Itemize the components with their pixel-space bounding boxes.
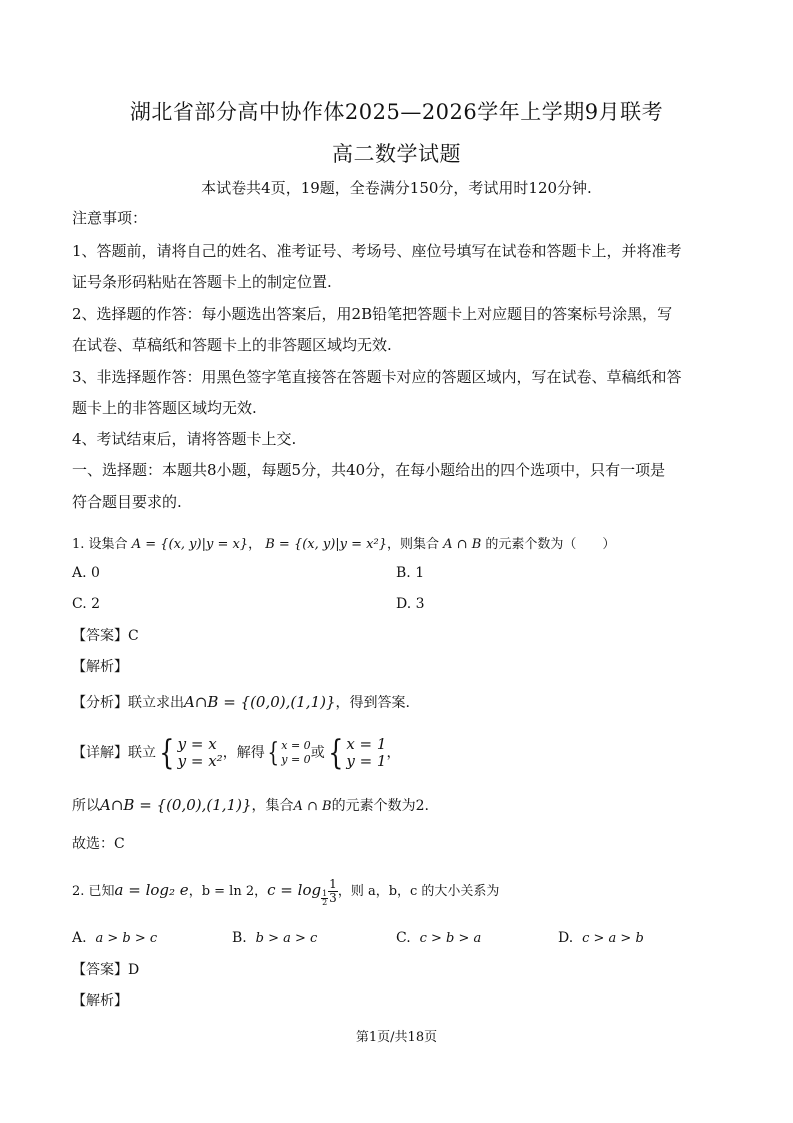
notice-item-1-line-2: 证号条形码粘贴在答题卡上的制定位置. <box>72 273 332 291</box>
q1-solution-1 <box>281 739 310 767</box>
q1-solution-1-top: x = 0 <box>281 739 311 752</box>
q2-option-a-label: A. <box>72 930 87 946</box>
q2-suffix: ，则 a，b，c 的大小关系为 <box>337 884 500 899</box>
q1-xiangjie-prefix: 【详解】联立 <box>72 745 156 761</box>
q1-system-bottom: y = x² <box>177 752 223 770</box>
q2-option-c-label: C. <box>396 930 411 946</box>
q2-prefix: 2. 已知 <box>72 884 115 899</box>
q2-sep-1: ， <box>188 884 202 899</box>
q2-option-d-label: D. <box>558 930 574 946</box>
q2-option-c <box>396 930 481 946</box>
question-1-stem <box>72 535 722 555</box>
q1-fenxi <box>72 692 722 713</box>
section-heading-line-1: 一、选择题：本题共8小题，每题5分，共40分，在每小题给出的四个选项中，只有一项是 <box>72 461 666 479</box>
q1-xiangjie-mid: ，解得 <box>222 745 265 761</box>
page-footer: 第1页/共18页 <box>355 1030 438 1045</box>
q1-system <box>178 736 223 770</box>
q1-or: 或 <box>310 745 325 761</box>
q1-set-b: B = {(x, y)|y = x²} <box>265 537 387 552</box>
q1-option-c: C. 2 <box>72 596 101 612</box>
notice-item-2-line-1: 2、选择题的作答：每小题选出答案后，用2B铅笔把答题卡上对应题目的答案标号涂黑，写 <box>72 305 673 323</box>
q1-answer: 【答案】C <box>72 628 139 644</box>
notice-heading: 注意事项： <box>72 209 148 227</box>
notice-item-4: 4、考试结束后，请将答题卡上交. <box>72 430 297 448</box>
q2-c-expression: c = log <box>267 881 322 899</box>
notice-item-3-line-2: 题卡上的非答题区域均无效. <box>72 399 257 417</box>
q2-option-b <box>232 930 317 946</box>
q2-b-expression: b = ln 2 <box>201 884 255 899</box>
q1-prefix: 1. 设集合 <box>72 537 128 552</box>
q1-analysis-label: 【解析】 <box>72 659 128 675</box>
q2-a-expression: a = log₂ e <box>114 881 189 899</box>
section-heading-line-2: 符合题目要求的. <box>72 493 182 511</box>
q2-c-arg-denominator: 3 <box>329 891 337 905</box>
q1-xiangjie-end: ， <box>386 745 401 761</box>
left-brace-icon: { <box>267 738 279 768</box>
q2-c-base-denominator: 2 <box>322 898 328 907</box>
left-brace-icon: { <box>327 733 344 773</box>
notice-item-2-line-2: 在试卷、草稿纸和答题卡上的非答题区域均无效. <box>72 336 392 354</box>
q1-comma: ， <box>248 537 262 552</box>
q2-option-c-value: c > b > a <box>419 931 482 946</box>
q1-fenxi-math: A∩B = {(0,0),(1,1)} <box>184 693 336 711</box>
q2-answer: 【答案】D <box>72 962 140 978</box>
q1-option-d: D. 3 <box>396 596 425 612</box>
q1-conclusion-mid: ，集合 <box>251 798 294 814</box>
q1-solution-2-top: x = 1 <box>346 735 387 753</box>
q2-analysis-label: 【解析】 <box>72 993 128 1009</box>
q1-solution-2 <box>346 736 386 770</box>
exam-subtitle: 高二数学试题 <box>332 142 461 166</box>
q1-conclusion <box>72 795 722 817</box>
q1-solution-2-bottom: y = 1 <box>346 752 387 770</box>
exam-info: 本试卷共4页，19题，全卷满分150分，考试用时120分钟. <box>201 179 592 197</box>
q2-c-arg-numerator: 1 <box>329 877 337 891</box>
q1-conclusion-math: A∩B = {(0,0),(1,1)} <box>100 796 252 814</box>
q1-intersection: A ∩ B <box>443 537 482 552</box>
q2-option-d <box>558 930 644 946</box>
q1-option-b: B. 1 <box>396 565 425 581</box>
q1-system-top: y = x <box>177 735 217 753</box>
q2-option-d-value: c > a > b <box>582 931 644 946</box>
q1-conclusion-suffix: 的元素个数为2. <box>331 798 429 814</box>
q2-option-a <box>72 930 157 946</box>
q1-suffix-b: 的元素个数为（ ） <box>485 537 616 552</box>
q1-fenxi-prefix: 【分析】联立求出 <box>72 695 184 711</box>
q1-option-a: A. 0 <box>72 565 100 581</box>
q1-fenxi-suffix: ，得到答案. <box>335 695 410 711</box>
q1-xiangjie <box>72 730 722 776</box>
left-brace-icon: { <box>159 733 175 773</box>
q2-option-b-label: B. <box>232 930 247 946</box>
q2-option-a-value: a > b > c <box>95 931 158 946</box>
q2-c-log-base <box>321 890 328 907</box>
q2-sep-2: ， <box>254 884 268 899</box>
q1-set-a: A = {(x, y)|y = x} <box>131 537 249 552</box>
notice-item-3-line-1: 3、非选择题作答：用黑色签字笔直接答在答题卡对应的答题区域内，写在试卷、草稿纸和答 <box>72 368 682 386</box>
q1-final-choice: 故选：C <box>72 836 125 852</box>
exam-title: 湖北省部分高中协作体2025—2026学年上学期9月联考 <box>129 100 664 124</box>
q2-c-base-numerator: 1 <box>322 889 328 898</box>
q1-conclusion-math-2: A ∩ B <box>293 799 332 814</box>
notice-item-1-line-1: 1、答题前，请将自己的姓名、准考证号、考场号、座位号填写在试卷和答题卡上，并将准考 <box>72 242 682 260</box>
question-2-stem <box>72 872 722 908</box>
q2-option-b-value: b > a > c <box>255 931 318 946</box>
q1-conclusion-prefix: 所以 <box>72 798 100 814</box>
q1-suffix-a: ，则集合 <box>387 537 440 552</box>
q2-c-log-argument <box>328 878 338 905</box>
q1-solution-1-bottom: y = 0 <box>281 753 311 766</box>
